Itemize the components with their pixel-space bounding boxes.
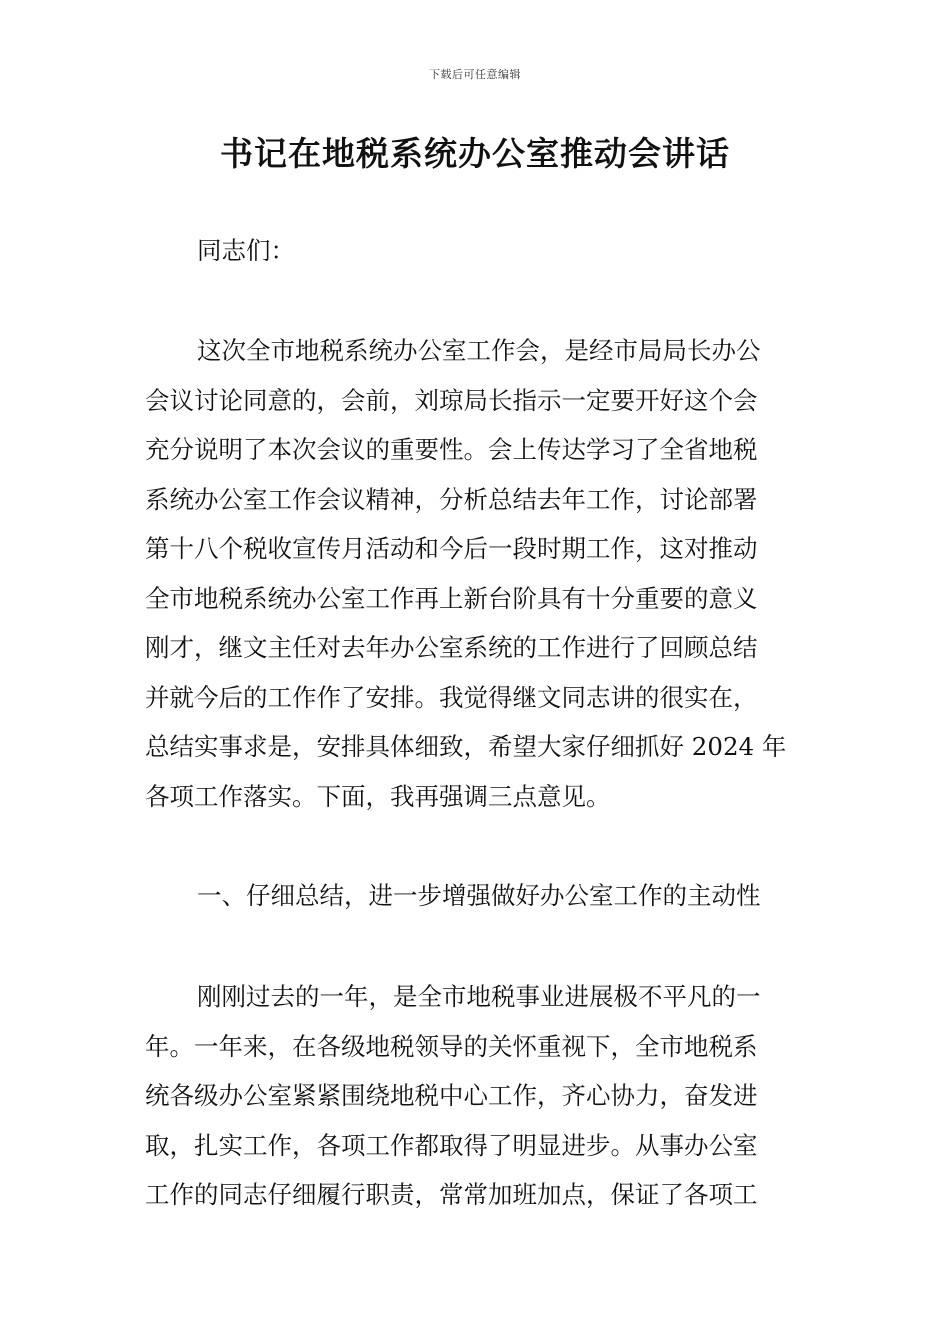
paragraph-line: 统各级办公室紧紧围绕地税中心工作，齐心协力，奋发进 [145,1081,758,1110]
header-note: 下载后可任意编辑 [429,68,521,81]
section-heading-block [145,871,810,921]
paragraph-line: 这次全市地税系统办公室工作会，是经市局局长办公 [197,336,761,365]
paragraph-line: 第十八个税收宣传月活动和今后一段时期工作，这对推动 [145,534,758,563]
paragraph-line: 并就今后的工作作了安排。我觉得继文同志讲的很实在， [145,682,758,712]
paragraph-line: 刚刚过去的一年，是全市地税事业进展极不平凡的一 [197,982,761,1011]
paragraph-line: 充分说明了本次会议的重要性。会上传达学习了全省地税 [145,435,758,464]
paragraph-line: 系统办公室工作会议精神，分析总结去年工作，讨论部署 [145,484,758,514]
paragraph-line: 取，扎实工作，各项工作都取得了明显进步。从事办公室 [145,1130,758,1160]
paragraph-1 [145,326,810,821]
section-heading: 一、仔细总结，进一步增强做好办公室工作的主动性 [197,881,761,910]
salutation-block [145,226,810,276]
paragraph-line: 各项工作落实。下面，我再强调三点意见。 [145,781,611,811]
document-title: 书记在地税系统办公室推动会讲话 [220,134,730,173]
paragraph-line: 刚才，继文主任对去年办公室系统的工作进行了回顾总结 [145,633,758,662]
salutation: 同志们： [197,236,295,265]
paragraph-2 [145,972,810,1220]
paragraph-line: 全市地税系统办公室工作再上新台阶具有十分重要的意义 [145,583,758,613]
paragraph-line: 工作的同志仔细履行职责，常常加班加点，保证了各项工 [145,1180,758,1209]
paragraph-line: 年。一年来，在各级地税领导的关怀重视下，全市地税系 [145,1031,758,1061]
paragraph-line: 总结实事求是，安排具体细致，希望大家仔细抓好 2024 年 [145,732,787,761]
paragraph-line: 会议讨论同意的，会前，刘琼局长指示一定要开好这个会 [145,385,758,415]
